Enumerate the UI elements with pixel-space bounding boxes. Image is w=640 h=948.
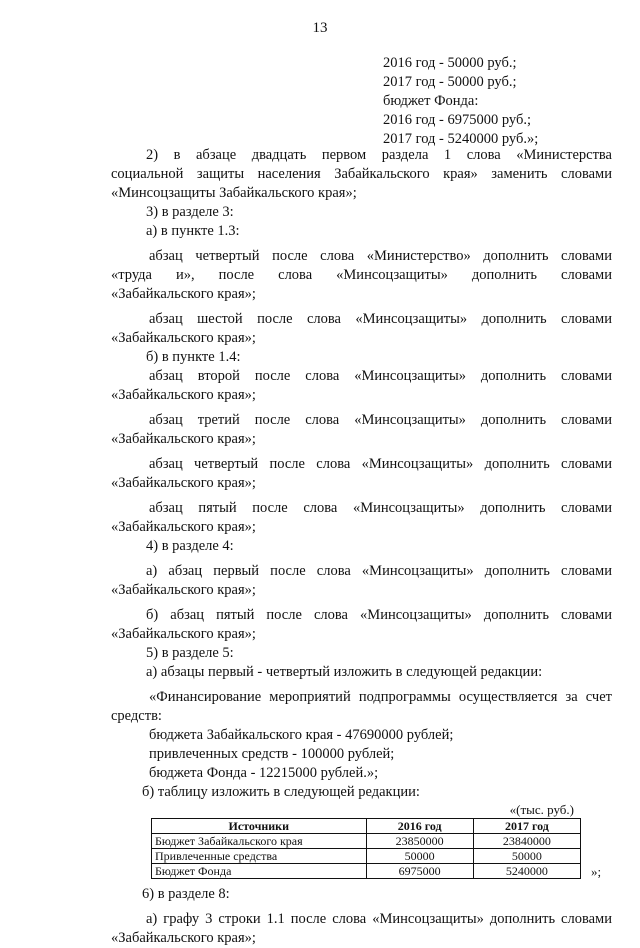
text-line: б) абзац пятый после слова «Минсоцзащиты» дополнить словами <box>146 607 612 623</box>
text-line: «Забайкальского края»; <box>111 431 256 447</box>
budget-line: бюджет Фонда: <box>383 93 479 109</box>
text-line: «Забайкальского края»; <box>111 286 256 302</box>
table-header-cell: Источники <box>152 819 367 834</box>
text-line: а) абзац первый после слова «Минсоцзащиты» дополнить словами <box>146 563 612 579</box>
text-line: «Забайкальского края»; <box>111 387 256 403</box>
text-line: социальной защиты населения Забайкальского края» заменить словами <box>111 166 612 182</box>
table-row <box>152 834 581 849</box>
text-line: абзац второй после слова «Минсоцзащиты» дополнить словами <box>149 368 612 384</box>
table-header-cell: 2017 год <box>473 819 580 834</box>
text-line: привлеченных средств - 100000 рублей; <box>149 746 395 762</box>
text-line: 4) в разделе 4: <box>146 538 234 554</box>
text-line: «Забайкальского края»; <box>111 582 256 598</box>
text-line: абзац четвертый после слова «Министерство» дополнить словами <box>149 248 612 264</box>
text-line: «Финансирование мероприятий подпрограммы осуществляется за счет <box>149 689 612 705</box>
budget-line: 2016 год - 6975000 руб.; <box>383 112 532 128</box>
text-line: «труда и», после слова «Минсоцзащиты» дополнить словами <box>111 267 612 283</box>
table-units: «(тыс. руб.) <box>509 802 574 817</box>
document-body <box>111 146 612 948</box>
table-cell: 23850000 <box>366 834 473 849</box>
table-cell: Бюджет Фонда <box>152 864 367 879</box>
table-cell: 6975000 <box>366 864 473 879</box>
table-header-cell: 2016 год <box>366 819 473 834</box>
text-line: а) графу 3 строки 1.1 после слова «Минсоцзащиты» дополнить словами <box>146 911 612 927</box>
text-line: «Минсоцзащиты Забайкальского края»; <box>111 185 357 201</box>
text-line: абзац третий после слова «Минсоцзащиты» дополнить словами <box>149 412 612 428</box>
text-line: абзац четвертый после слова «Минсоцзащиты» дополнить словами <box>149 456 612 472</box>
page-number: 13 <box>312 20 328 36</box>
table-closing-quote: »; <box>591 864 602 879</box>
table-cell: 50000 <box>473 849 580 864</box>
text-line: б) в пункте 1.4: <box>146 349 241 365</box>
text-line: «Забайкальского края»; <box>111 475 256 491</box>
text-line: бюджета Забайкальского края - 47690000 рублей; <box>149 727 454 743</box>
text-line: абзац шестой после слова «Минсоцзащиты» дополнить словами <box>149 311 612 327</box>
table-header-row <box>152 819 581 834</box>
table-cell: 50000 <box>366 849 473 864</box>
text-line: бюджета Фонда - 12215000 рублей.»; <box>149 765 379 781</box>
table-row <box>152 849 581 864</box>
text-line: 2) в абзаце двадцать первом раздела 1 слова «Министерства <box>146 147 612 163</box>
finance-table <box>151 818 581 879</box>
text-line: а) в пункте 1.3: <box>146 223 240 239</box>
text-line: 5) в разделе 5: <box>146 645 234 661</box>
text-line: б) таблицу изложить в следующей редакции: <box>142 784 420 800</box>
text-line: 6) в разделе 8: <box>142 886 230 902</box>
text-line: «Забайкальского края»; <box>111 626 256 642</box>
budget-line: 2016 год - 50000 руб.; <box>383 55 517 71</box>
table-cell: 23840000 <box>473 834 580 849</box>
table-row <box>152 864 581 879</box>
table-cell: Бюджет Забайкальского края <box>152 834 367 849</box>
text-line: средств: <box>111 708 162 724</box>
text-line: «Забайкальского края»; <box>111 930 256 946</box>
table-cell: 5240000 <box>473 864 580 879</box>
budget-line: 2017 год - 50000 руб.; <box>383 74 517 90</box>
budget-line: 2017 год - 5240000 руб.»; <box>383 131 539 147</box>
text-line: абзац пятый после слова «Минсоцзащиты» дополнить словами <box>149 500 612 516</box>
text-line: «Забайкальского края»; <box>111 330 256 346</box>
text-line: 3) в разделе 3: <box>146 204 234 220</box>
budget-block <box>383 54 538 149</box>
table-cell: Привлеченные средства <box>152 849 367 864</box>
text-line: «Забайкальского края»; <box>111 519 256 535</box>
text-line: а) абзацы первый - четвертый изложить в следующей редакции: <box>146 664 543 680</box>
finance-table-wrap <box>111 818 612 879</box>
